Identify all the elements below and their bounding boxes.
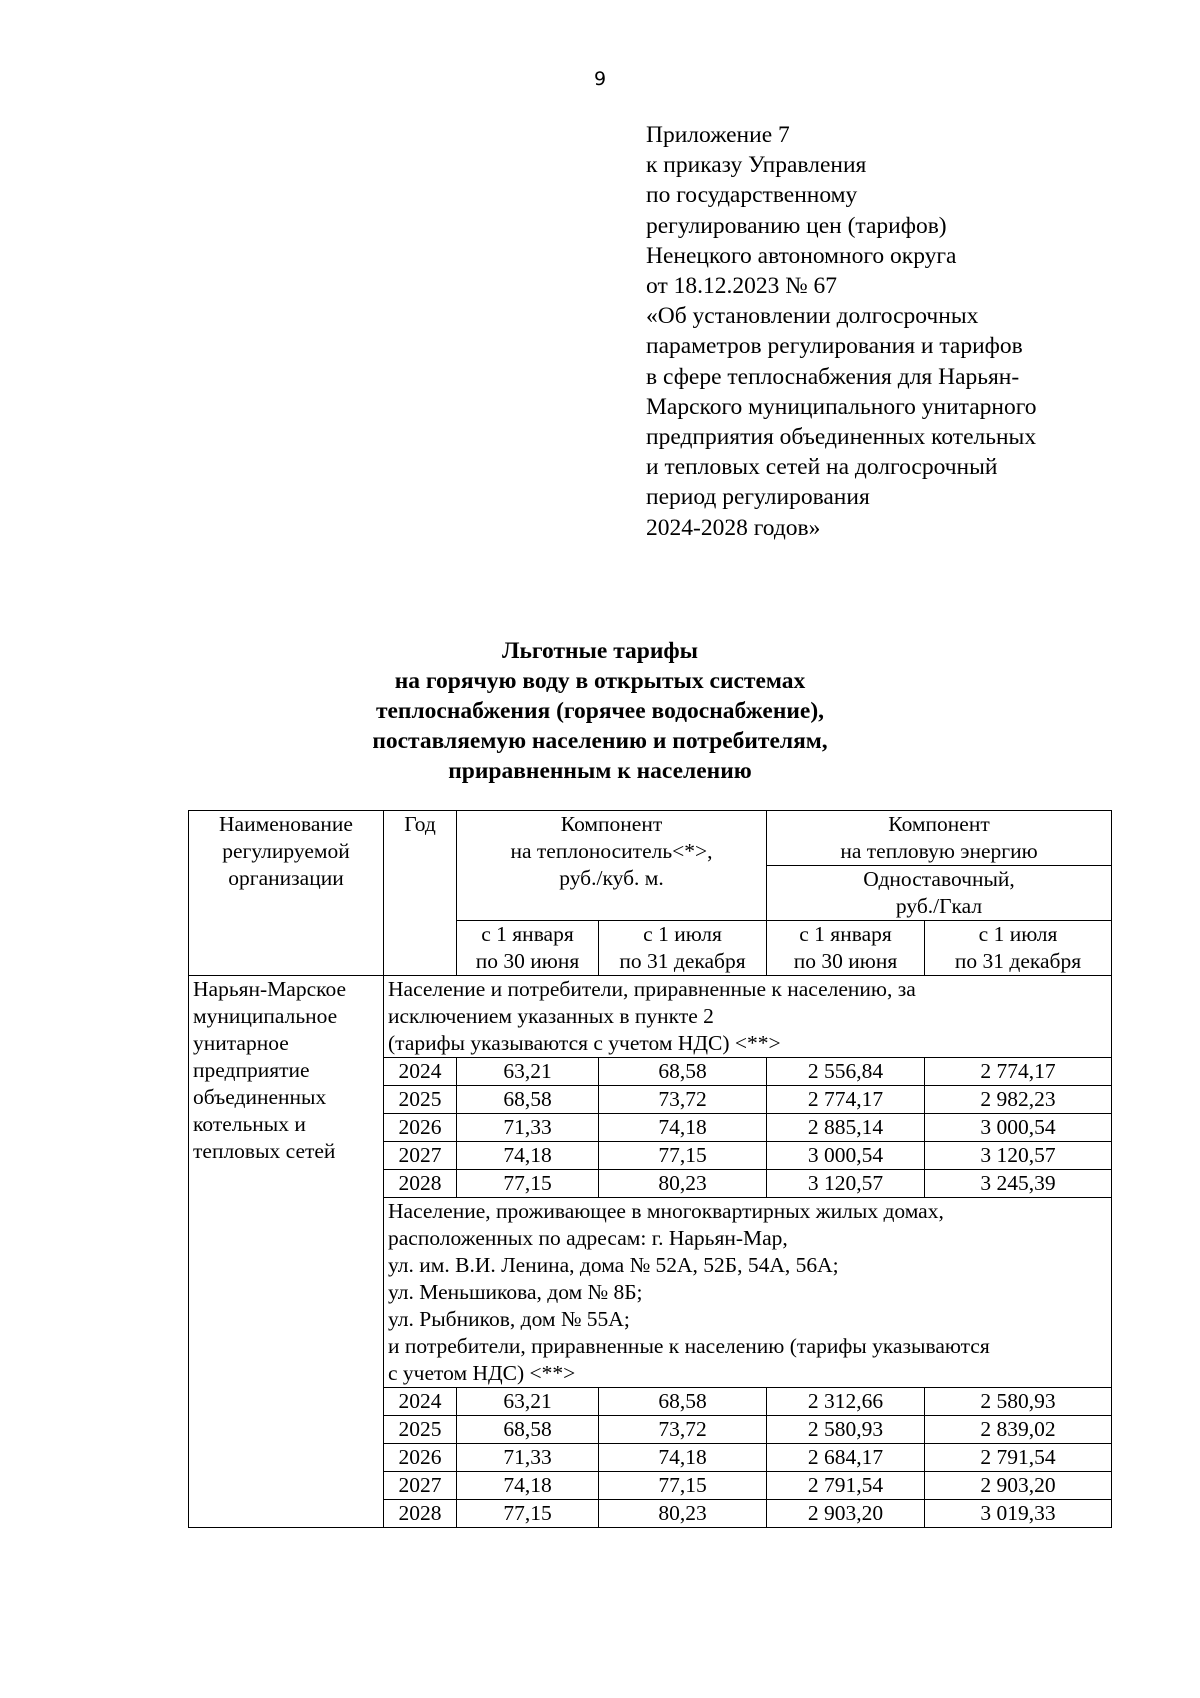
- year-cell: 2025: [384, 1416, 457, 1444]
- energy-h2-cell: 3 019,33: [925, 1500, 1112, 1528]
- appendix-line: Марского муниципального унитарного: [646, 393, 1037, 420]
- year-cell: 2028: [384, 1170, 457, 1198]
- header-period-line: по 31 декабря: [954, 949, 1082, 973]
- carrier-h2-cell: 77,15: [599, 1472, 767, 1500]
- header-carrier-line: на теплоноситель<*>,: [510, 839, 713, 863]
- appendix-line: и тепловых сетей на долгосрочный: [646, 454, 998, 481]
- header-single-rate-line: Одноставочный,: [863, 867, 1015, 891]
- year-cell: 2028: [384, 1500, 457, 1528]
- carrier-h2-cell: 73,72: [599, 1416, 767, 1444]
- year-cell: 2027: [384, 1142, 457, 1170]
- carrier-h1-cell: 68,58: [457, 1416, 599, 1444]
- header-single-rate: [767, 866, 1112, 921]
- energy-h1-cell: 2 885,14: [767, 1114, 925, 1142]
- energy-h2-cell: 2 791,54: [925, 1444, 1112, 1472]
- group1-line: (тарифы указываются с учетом НДС) <**>: [388, 1031, 781, 1055]
- carrier-h1-cell: 63,21: [457, 1388, 599, 1416]
- group2-line: с учетом НДС) <**>: [388, 1361, 576, 1385]
- carrier-h1-cell: 63,21: [457, 1058, 599, 1086]
- appendix-line: по государственному: [646, 182, 858, 209]
- appendix-line: предприятия объединенных котельных: [646, 424, 1037, 451]
- header-carrier-jan-jun: [457, 921, 599, 976]
- appendix-line: период регулирования: [646, 484, 870, 511]
- group2-line: Население, проживающее в многоквартирных жилых домах,: [388, 1199, 944, 1223]
- title-line: теплоснабжения (горячее водоснабжение),: [375, 698, 825, 724]
- carrier-h1-cell: 68,58: [457, 1086, 599, 1114]
- year-cell: 2025: [384, 1086, 457, 1114]
- appendix-line: Ненецкого автономного округа: [646, 242, 957, 269]
- group1-description: [384, 976, 1112, 1058]
- group2-line: ул. Меньшикова, дом № 8Б;: [388, 1280, 643, 1304]
- carrier-h1-cell: 74,18: [457, 1472, 599, 1500]
- energy-h1-cell: 2 684,17: [767, 1444, 925, 1472]
- group2-line: и потребители, приравненные к населению (тарифы указываются: [388, 1334, 990, 1358]
- header-period-line: по 30 июня: [793, 949, 898, 973]
- organization-name: [189, 976, 384, 1528]
- carrier-h2-cell: 74,18: [599, 1114, 767, 1142]
- header-period-line: с 1 января: [799, 922, 892, 946]
- header-period-line: по 31 декабря: [619, 949, 746, 973]
- group2-description: [384, 1198, 1112, 1388]
- group1-description-row: [189, 976, 1112, 1058]
- carrier-h2-cell: 74,18: [599, 1444, 767, 1472]
- carrier-h1-cell: 71,33: [457, 1114, 599, 1142]
- org-line: муниципальное: [193, 1004, 338, 1028]
- header-period-line: с 1 января: [481, 922, 574, 946]
- org-line: котельных и: [193, 1112, 306, 1136]
- group1-line: исключением указанных в пункте 2: [388, 1004, 714, 1028]
- carrier-h2-cell: 68,58: [599, 1388, 767, 1416]
- header-carrier-jul-dec: [599, 921, 767, 976]
- energy-h1-cell: 2 774,17: [767, 1086, 925, 1114]
- org-line: тепловых сетей: [193, 1139, 336, 1163]
- header-period-line: с 1 июля: [978, 922, 1058, 946]
- document-title: [0, 636, 1200, 786]
- header-period-line: по 30 июня: [475, 949, 580, 973]
- appendix-reference: [646, 120, 1166, 543]
- energy-h1-cell: 2 556,84: [767, 1058, 925, 1086]
- appendix-line: Приложение 7: [646, 122, 790, 148]
- year-cell: 2026: [384, 1114, 457, 1142]
- carrier-h2-cell: 77,15: [599, 1142, 767, 1170]
- carrier-h2-cell: 73,72: [599, 1086, 767, 1114]
- appendix-line: регулированию цен (тарифов): [646, 212, 947, 239]
- energy-h1-cell: 3 000,54: [767, 1142, 925, 1170]
- energy-h2-cell: 3 120,57: [925, 1142, 1112, 1170]
- header-energy-component: [767, 811, 1112, 866]
- title-line: на горячую воду в открытых системах: [394, 668, 806, 694]
- energy-h1-cell: 2 791,54: [767, 1472, 925, 1500]
- page-number: 9: [593, 68, 607, 90]
- header-energy-line: на тепловую энергию: [840, 839, 1038, 863]
- header-energy-jan-jun: [767, 921, 925, 976]
- appendix-line: «Об установлении долгосрочных: [646, 303, 979, 330]
- appendix-line: от 18.12.2023 № 67: [646, 273, 838, 300]
- carrier-h2-cell: 80,23: [599, 1500, 767, 1528]
- title-line: Льготные тарифы: [502, 638, 698, 664]
- year-cell: 2026: [384, 1444, 457, 1472]
- title-line: поставляемую населению и потребителям,: [372, 728, 828, 754]
- energy-h2-cell: 2 839,02: [925, 1416, 1112, 1444]
- header-carrier-component: [457, 811, 767, 921]
- header-single-rate-line: руб./Гкал: [895, 894, 983, 918]
- title-line: приравненным к населению: [448, 758, 752, 784]
- group2-line: расположенных по адресам: г. Нарьян-Мар,: [388, 1226, 788, 1250]
- year-cell: 2024: [384, 1058, 457, 1086]
- appendix-line: к приказу Управления: [646, 152, 867, 179]
- energy-h2-cell: 2 903,20: [925, 1472, 1112, 1500]
- energy-h2-cell: 2 774,17: [925, 1058, 1112, 1086]
- header-energy-jul-dec: [925, 921, 1112, 976]
- org-line: Нарьян-Марское: [193, 977, 347, 1001]
- header-org: Наименование регулируемой организации: [189, 811, 384, 976]
- org-line: объединенных: [193, 1085, 327, 1109]
- header-carrier-line: руб./куб. м.: [559, 866, 664, 890]
- energy-h2-cell: 2 982,23: [925, 1086, 1112, 1114]
- year-cell: 2024: [384, 1388, 457, 1416]
- header-year: Год: [384, 811, 457, 976]
- year-cell: 2027: [384, 1472, 457, 1500]
- header-energy-line: Компонент: [888, 812, 990, 836]
- carrier-h1-cell: 74,18: [457, 1142, 599, 1170]
- group2-line: ул. им. В.И. Ленина, дома № 52А, 52Б, 54А, 56А;: [388, 1253, 839, 1277]
- energy-h2-cell: 3 245,39: [925, 1170, 1112, 1198]
- header-carrier-line: Компонент: [560, 812, 663, 836]
- energy-h1-cell: 3 120,57: [767, 1170, 925, 1198]
- org-line: унитарное: [193, 1031, 289, 1055]
- group2-line: ул. Рыбников, дом № 55А;: [388, 1307, 630, 1331]
- org-line: предприятие: [193, 1058, 310, 1082]
- header-period-line: с 1 июля: [643, 922, 722, 946]
- energy-h2-cell: 3 000,54: [925, 1114, 1112, 1142]
- appendix-line: в сфере теплоснабжения для Нарьян-: [646, 363, 1020, 390]
- header-row: [189, 811, 1112, 866]
- carrier-h1-cell: 77,15: [457, 1170, 599, 1198]
- energy-h2-cell: 2 580,93: [925, 1388, 1112, 1416]
- carrier-h2-cell: 68,58: [599, 1058, 767, 1086]
- energy-h1-cell: 2 312,66: [767, 1388, 925, 1416]
- appendix-line: 2024-2028 годов»: [646, 514, 821, 541]
- carrier-h1-cell: 77,15: [457, 1500, 599, 1528]
- group1-line: Население и потребители, приравненные к населению, за: [388, 977, 916, 1001]
- appendix-line: параметров регулирования и тарифов: [646, 333, 1023, 360]
- carrier-h2-cell: 80,23: [599, 1170, 767, 1198]
- tariffs-table: [188, 810, 1112, 1528]
- energy-h1-cell: 2 903,20: [767, 1500, 925, 1528]
- energy-h1-cell: 2 580,93: [767, 1416, 925, 1444]
- carrier-h1-cell: 71,33: [457, 1444, 599, 1472]
